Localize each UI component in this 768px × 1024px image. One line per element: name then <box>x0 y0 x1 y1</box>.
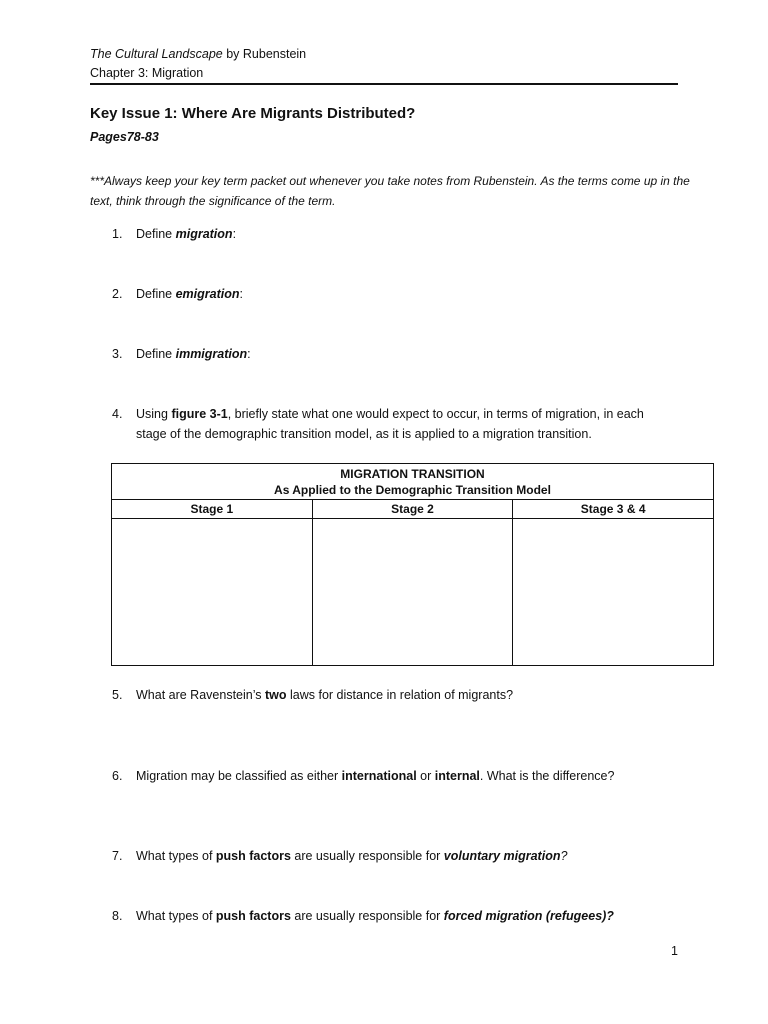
book-title-line <box>90 47 306 61</box>
key-term: emigration <box>175 287 240 301</box>
column-header-stage-3-4: Stage 3 & 4 <box>513 500 714 519</box>
book-title: The Cultural Landscape <box>90 47 223 61</box>
question-number: 3. <box>112 347 123 361</box>
question-number: 8. <box>112 909 123 923</box>
question-number: 2. <box>112 287 123 301</box>
answer-cell-stage-3-4[interactable] <box>513 519 714 666</box>
question-text: Define immigration: <box>136 347 251 361</box>
question-text: Define emigration: <box>136 287 243 301</box>
key-term: forced migration (refugees)? <box>443 909 614 923</box>
migration-transition-table <box>111 463 714 666</box>
key-term: migration <box>175 227 233 241</box>
key-term: push factors <box>215 909 291 923</box>
pages-range: Pages78-83 <box>90 130 159 144</box>
key-term: voluntary migration <box>443 849 561 863</box>
question-text: What types of push factors are usually responsible for voluntary migration? <box>136 849 568 863</box>
key-term: two <box>265 688 287 702</box>
question-text: Migration may be classified as either international or internal. What is the difference? <box>136 769 615 783</box>
key-term: internal <box>434 769 480 783</box>
question-number: 6. <box>112 769 123 783</box>
column-header-stage-1: Stage 1 <box>112 500 313 519</box>
question-number: 4. <box>112 407 123 421</box>
question-number: 7. <box>112 849 123 863</box>
instruction-note: ***Always keep your key term packet out whenever you take notes from Rubenstein. As the terms come up in the text, think through the significance of the term. <box>90 174 690 208</box>
key-issue-heading: Key Issue 1: Where Are Migrants Distributed? <box>90 105 416 122</box>
question-text: What types of push factors are usually responsible for forced migration (refugees)? <box>136 909 614 923</box>
chapter-title: Chapter 3: Migration <box>90 66 204 80</box>
question-text: Using figure 3-1, briefly state what one would expect to occur, in terms of migration, in each stage of the demographic transition model, as it is applied to a migration transition. <box>136 407 644 441</box>
key-term: international <box>341 769 417 783</box>
table-title-line-2: As Applied to the Demographic Transition Model <box>274 482 551 497</box>
question-text: Define migration: <box>136 227 237 241</box>
key-term: immigration <box>175 347 248 361</box>
question-number: 5. <box>112 688 123 702</box>
answer-cell-stage-2[interactable] <box>312 519 513 666</box>
key-term: figure 3-1 <box>171 407 228 421</box>
page-number: 1 <box>671 944 678 958</box>
table-title-line-1: MIGRATION TRANSITION <box>340 466 485 481</box>
table-title <box>112 464 714 500</box>
answer-cell-stage-1[interactable] <box>112 519 313 666</box>
book-author: by Rubenstein <box>222 47 307 61</box>
column-header-stage-2: Stage 2 <box>312 500 513 519</box>
question-text: What are Ravenstein’s two laws for distance in relation of migrants? <box>136 688 514 702</box>
question-number: 1. <box>112 227 123 241</box>
key-term: push factors <box>215 849 291 863</box>
header-rule <box>90 83 678 85</box>
